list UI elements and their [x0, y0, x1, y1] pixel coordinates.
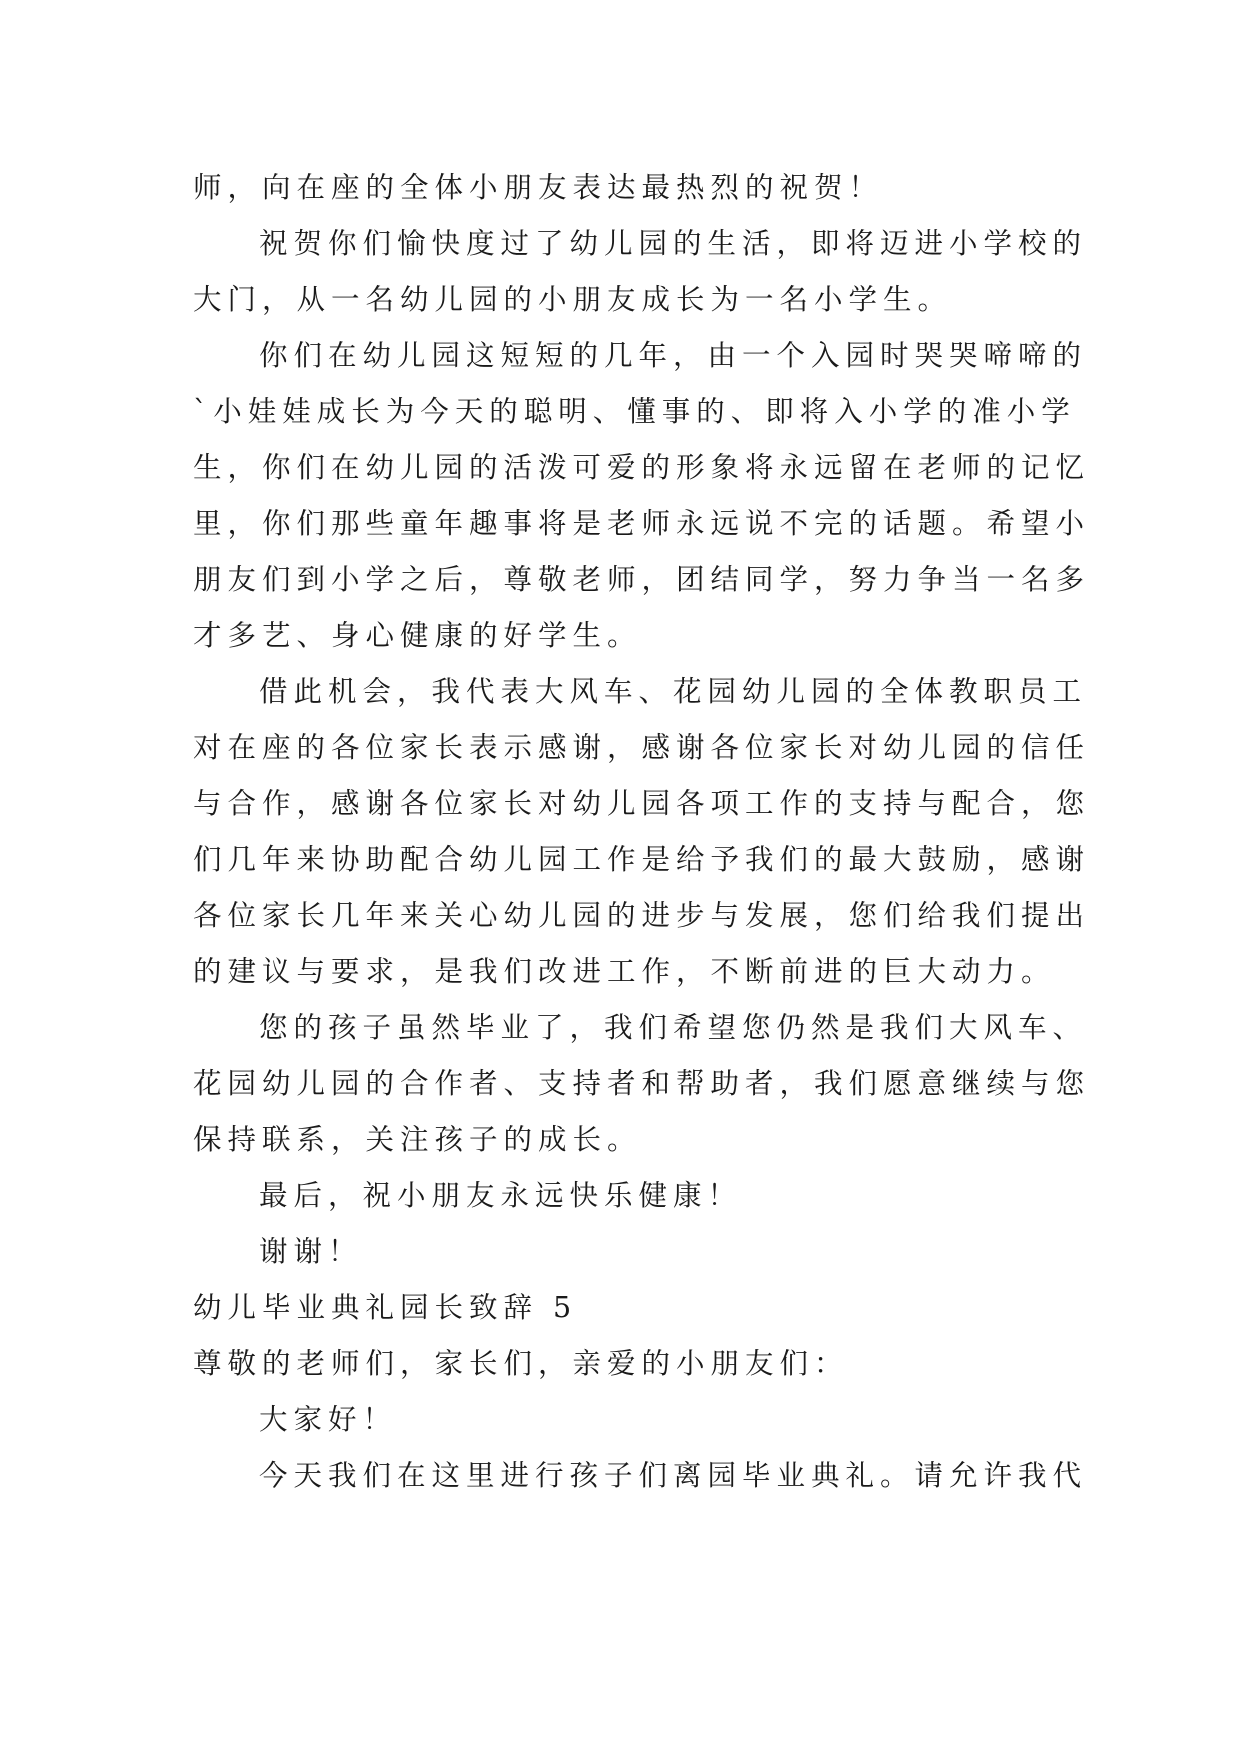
paragraph-line: 生，你们在幼儿园的活泼可爱的形象将永远留在老师的记忆	[193, 451, 1091, 484]
paragraph-line: 谢谢！	[259, 1235, 363, 1268]
paragraph-line: 朋友们到小学之后，尊敬老师，团结同学，努力争当一名多	[193, 563, 1091, 596]
paragraph-line: 的建议与要求，是我们改进工作，不断前进的巨大动力。	[193, 955, 1056, 988]
paragraph-line: 花园幼儿园的合作者、支持者和帮助者，我们愿意继续与您	[193, 1067, 1091, 1100]
paragraph-line: 各位家长几年来关心幼儿园的进步与发展，您们给我们提出	[193, 899, 1091, 932]
paragraph-line: 里，你们那些童年趣事将是老师永远说不完的话题。希望小	[193, 507, 1091, 540]
paragraph-line: 最后，祝小朋友永远快乐健康！	[259, 1179, 743, 1212]
salutation-line: 尊敬的老师们，家长们，亲爱的小朋友们：	[193, 1347, 849, 1380]
paragraph-line: 对在座的各位家长表示感谢，感谢各位家长对幼儿园的信任	[193, 731, 1091, 764]
document-body	[193, 160, 1091, 1504]
paragraph-line: `小娃娃成长为今天的聪明、懂事的、即将入小学的准小学	[193, 395, 1076, 428]
paragraph-line: 您的孩子虽然毕业了，我们希望您仍然是我们大风车、	[259, 1011, 1088, 1044]
paragraph-line: 今天我们在这里进行孩子们离园毕业典礼。请允许我代	[259, 1459, 1088, 1492]
section-heading: 幼儿毕业典礼园长致辞 5	[193, 1291, 578, 1324]
paragraph-line: 与合作，感谢各位家长对幼儿园各项工作的支持与配合，您	[193, 787, 1091, 820]
paragraph-line: 师，向在座的全体小朋友表达最热烈的祝贺！	[193, 171, 884, 204]
paragraph-line: 借此机会，我代表大风车、花园幼儿园的全体教职员工	[259, 675, 1088, 708]
paragraph-line: 们几年来协助配合幼儿园工作是给予我们的最大鼓励，感谢	[193, 843, 1091, 876]
paragraph-line: 才多艺、身心健康的好学生。	[193, 619, 642, 652]
paragraph-line: 保持联系，关注孩子的成长。	[193, 1123, 642, 1156]
paragraph-line: 你们在幼儿园这短短的几年，由一个入园时哭哭啼啼的	[259, 339, 1088, 372]
paragraph-line: 大家好！	[259, 1403, 398, 1436]
paragraph-line: 大门，从一名幼儿园的小朋友成长为一名小学生。	[193, 283, 953, 316]
paragraph-line: 祝贺你们愉快度过了幼儿园的生活，即将迈进小学校的	[259, 227, 1088, 260]
